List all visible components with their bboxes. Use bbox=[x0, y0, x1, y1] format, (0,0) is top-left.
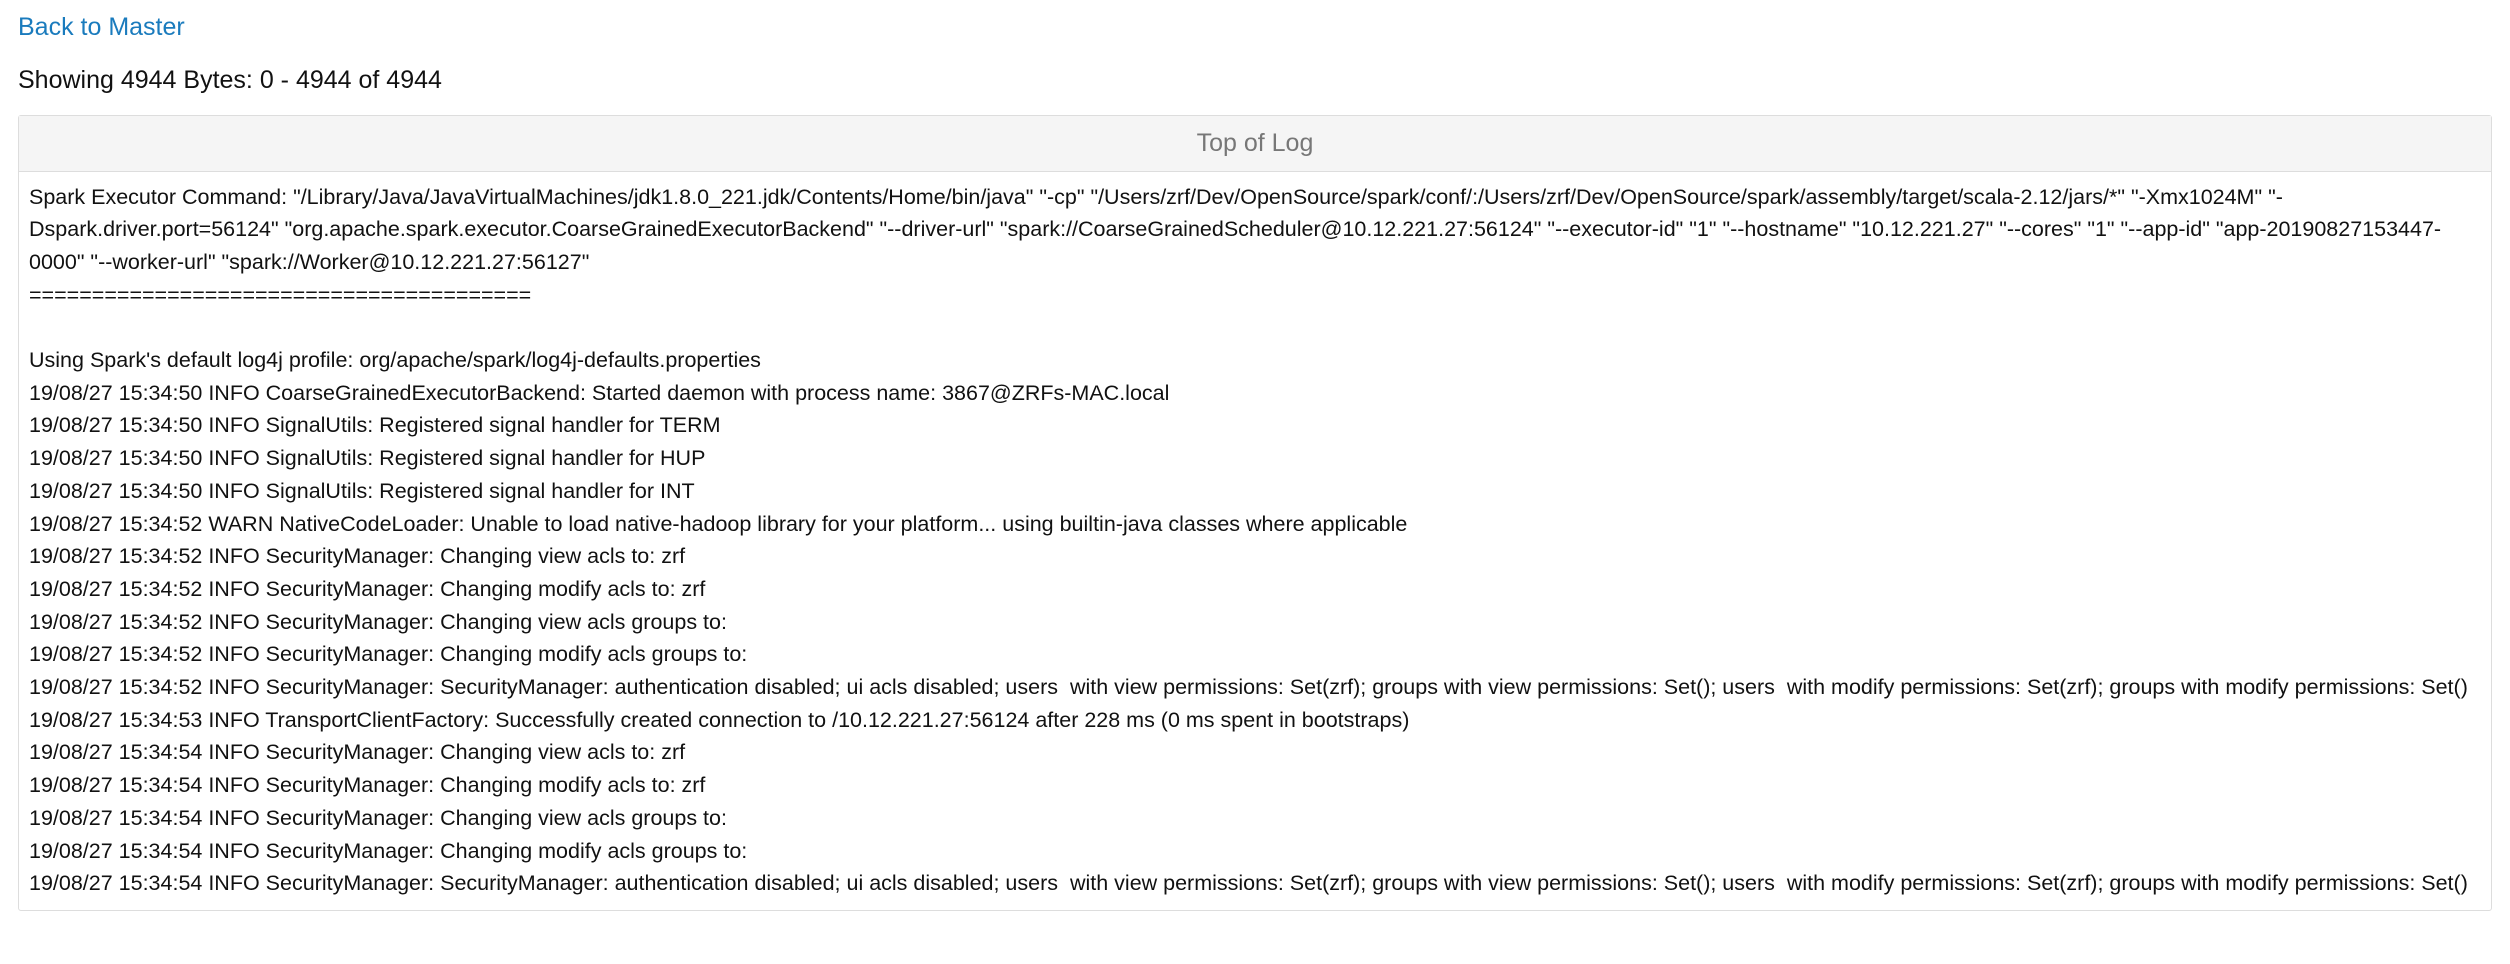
log-line: 19/08/27 15:34:52 INFO SecurityManager: Changing modify acls groups to: bbox=[29, 642, 748, 667]
log-line: Spark Executor Command: "/Library/Java/JavaVirtualMachines/jdk1.8.0_221.jdk/Contents/Home/bin/java" "-cp" "/Users/zrf/Dev/OpenSource/spark/conf/:/Users/zrf/Dev/OpenSource/spark/assembly/target/scala-2.12/jars/*" "-Xmx1024M" "-Dspark.driver.port=56124" "org.apache.spark.executor.CoarseGrainedExecutorBackend" "--driver-url" "spark://CoarseGrainedScheduler@10.12.221.27:56124" "--executor-id" "1" "--hostname" "10.12.221.27" "--cores" "1" "--app-id" "app-20190827153447-0000" "--worker-url" "spark://Worker@10.12.221.27:56127" bbox=[29, 184, 2442, 274]
log-line: ======================================== bbox=[29, 282, 532, 307]
log-line: 19/08/27 15:34:54 INFO SecurityManager: SecurityManager: authentication disabled; ui acls disabled; users with view permissions: Set(zrf); groups with view permissions: Set(); users with modify permissions: Set(zrf); groups with modify permissions: Set() bbox=[29, 871, 2468, 896]
log-line bbox=[29, 311, 2481, 344]
log-line: 19/08/27 15:34:50 INFO SignalUtils: Registered signal handler for TERM bbox=[29, 413, 721, 438]
log-line: 19/08/27 15:34:50 INFO SignalUtils: Registered signal handler for INT bbox=[29, 478, 695, 503]
log-line: 19/08/27 15:34:53 INFO TransportClientFactory: Successfully created connection to /10.12.221.27:56124 after 228 ms (0 ms spent in bootstraps) bbox=[29, 707, 1410, 732]
log-line: 19/08/27 15:34:52 INFO SecurityManager: SecurityManager: authentication disabled; ui acls disabled; users with view permissions: Set(zrf); groups with view permissions: Set(); users with modify permissions: Set(zrf); groups with modify permissions: Set() bbox=[29, 675, 2468, 700]
log-line: 19/08/27 15:34:52 INFO SecurityManager: Changing view acls groups to: bbox=[29, 609, 727, 634]
log-line: 19/08/27 15:34:54 INFO SecurityManager: Changing view acls groups to: bbox=[29, 805, 727, 830]
back-to-master-link[interactable]: Back to Master bbox=[18, 13, 185, 41]
log-line: 19/08/27 15:34:54 INFO SecurityManager: Changing modify acls to: zrf bbox=[29, 773, 706, 798]
showing-bytes-status: Showing 4944 Bytes: 0 - 4944 of 4944 bbox=[18, 66, 442, 94]
top-of-log-header: Top of Log bbox=[19, 116, 2491, 172]
log-line: Using Spark's default log4j profile: org/apache/spark/log4j-defaults.properties bbox=[29, 348, 761, 372]
log-content bbox=[19, 172, 2491, 910]
log-line: 19/08/27 15:34:50 INFO CoarseGrainedExecutorBackend: Started daemon with process name: 3867@ZRFs-MAC.local bbox=[29, 380, 1170, 405]
log-line: 19/08/27 15:34:54 INFO SecurityManager: Changing view acls to: zrf bbox=[29, 740, 686, 765]
log-line: 19/08/27 15:34:54 INFO SecurityManager: Changing modify acls groups to: bbox=[29, 838, 748, 863]
log-panel bbox=[18, 115, 2492, 911]
log-line: 19/08/27 15:34:52 INFO SecurityManager: Changing view acls to: zrf bbox=[29, 544, 686, 569]
log-line: 19/08/27 15:34:50 INFO SignalUtils: Registered signal handler for HUP bbox=[29, 446, 706, 471]
log-line: 19/08/27 15:34:52 INFO SecurityManager: Changing modify acls to: zrf bbox=[29, 576, 706, 601]
log-line: 19/08/27 15:34:52 WARN NativeCodeLoader: Unable to load native-hadoop library for your platform... using builtin-java classes where applicable bbox=[29, 511, 1408, 536]
